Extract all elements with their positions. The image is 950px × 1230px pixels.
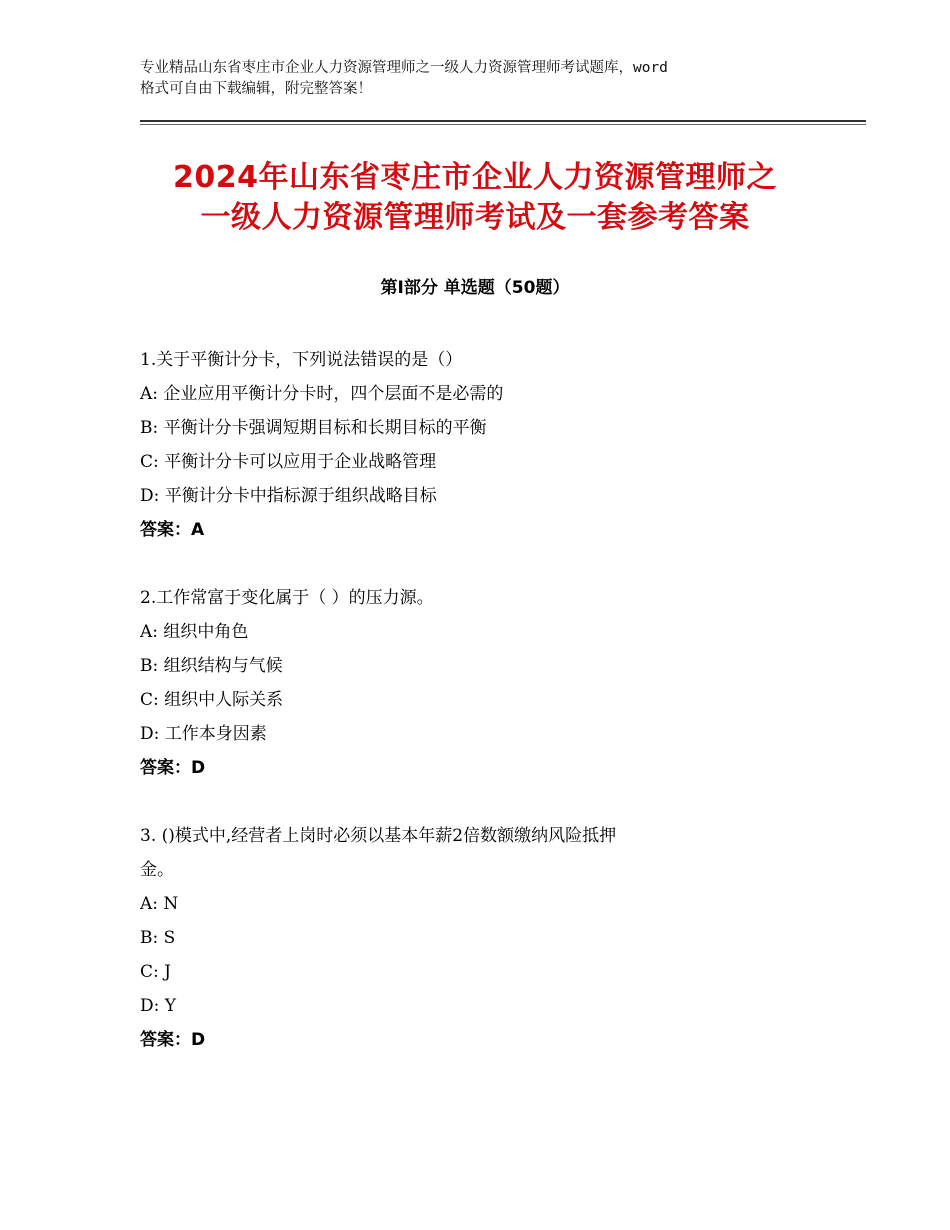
section-title: 第Ⅰ部分 单选题（50题）	[380, 278, 570, 298]
question-text: 2.工作常富于变化属于（ ）的压力源。	[140, 588, 434, 608]
answer: 答案：D	[140, 758, 206, 778]
option-b: B: 平衡计分卡强调短期目标和长期目标的平衡	[140, 418, 487, 438]
option-a: A: N	[140, 894, 179, 914]
question-3	[140, 819, 800, 1057]
question-1	[140, 343, 800, 547]
question-list	[140, 343, 800, 1091]
option-a: A: 企业应用平衡计分卡时，四个层面不是必需的	[140, 384, 504, 404]
header-note-line-2: 格式可自由下载编辑，附完整答案！	[140, 81, 372, 97]
header-divider-thin	[140, 124, 866, 125]
question-2	[140, 581, 800, 785]
question-text: 1.关于平衡计分卡，下列说法错误的是（）	[140, 350, 463, 370]
option-c: C: 组织中人际关系	[140, 690, 284, 710]
option-b: B: S	[140, 928, 176, 948]
document-title	[80, 158, 870, 238]
header-note-line-1: 专业精品山东省枣庄市企业人力资源管理师之一级人力资源管理师考试题库，word	[140, 60, 668, 76]
option-a: A: 组织中角色	[140, 622, 249, 642]
document-title-line-2: 一级人力资源管理师考试及一套参考答案	[200, 200, 750, 235]
option-d: D: Y	[140, 996, 176, 1016]
option-b: B: 组织结构与气候	[140, 656, 283, 676]
document-title-line-1: 2024年山东省枣庄市企业人力资源管理师之	[173, 160, 777, 195]
option-d: D: 平衡计分卡中指标源于组织战略目标	[140, 486, 437, 506]
answer: 答案：D	[140, 1030, 206, 1050]
header-divider	[140, 120, 866, 122]
option-c: C: 平衡计分卡可以应用于企业战略管理	[140, 452, 437, 472]
option-d: D: 工作本身因素	[140, 724, 267, 744]
option-c: C: J	[140, 962, 171, 982]
question-text-line-1: 3. ()模式中,经营者上岗时必须以基本年薪2倍数额缴纳风险抵押	[140, 826, 617, 846]
question-text-line-2: 金。	[140, 860, 174, 880]
answer: 答案：A	[140, 520, 205, 540]
header-note	[140, 58, 830, 100]
